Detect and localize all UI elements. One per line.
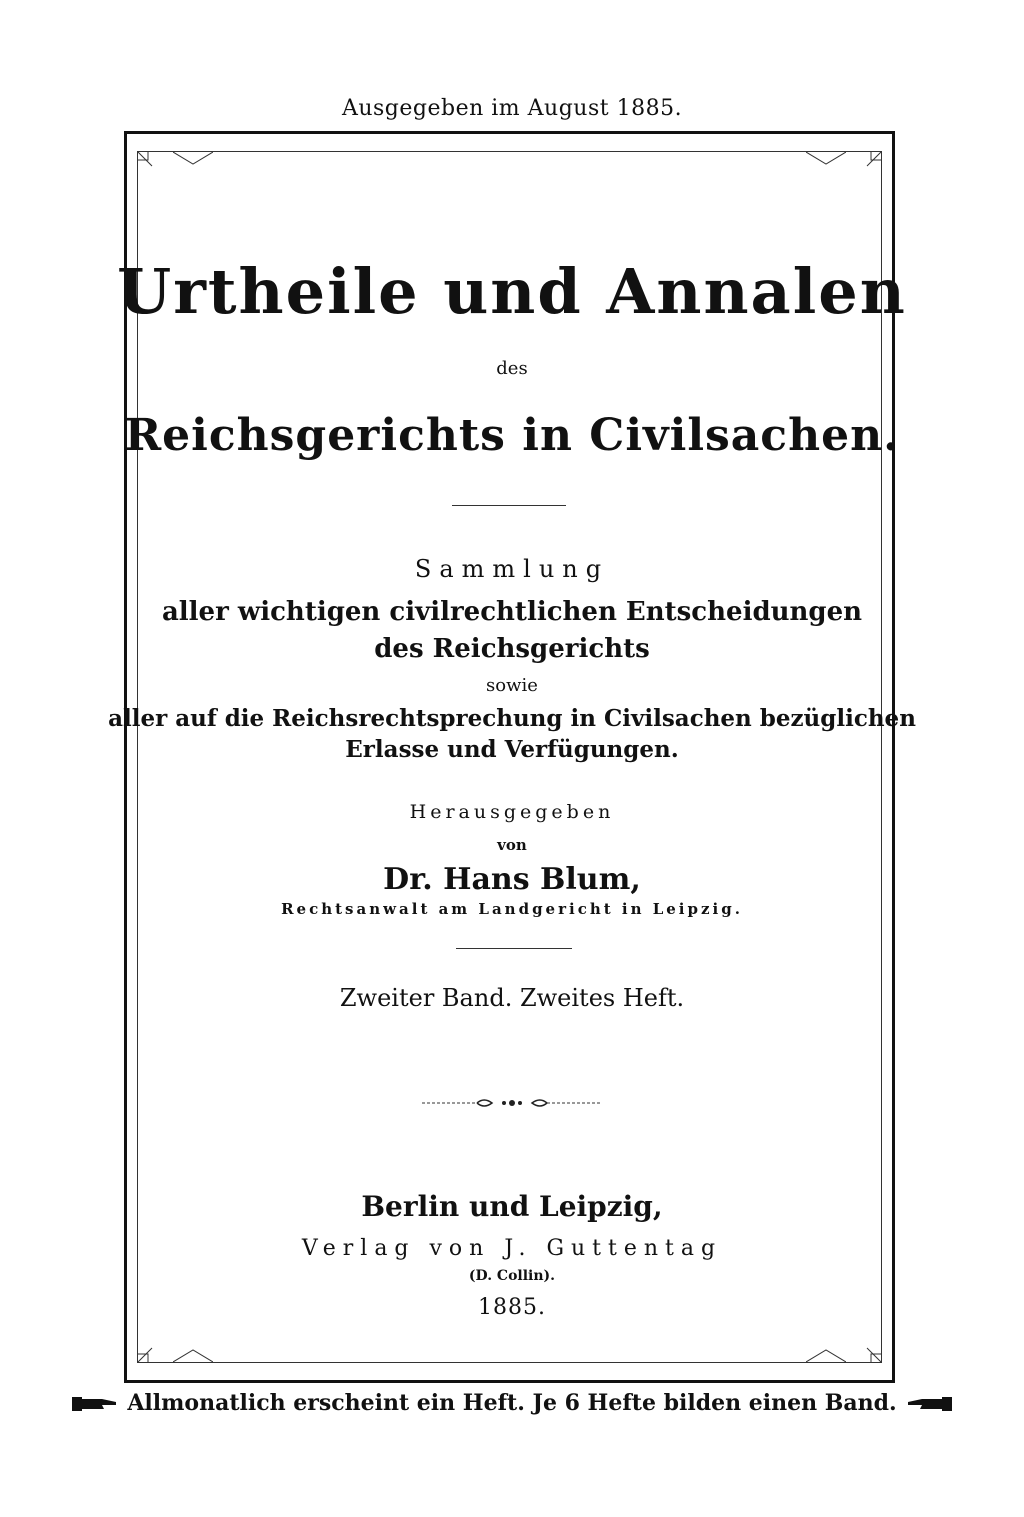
frame-notch-ornament xyxy=(806,1348,846,1362)
collection-line: Erlasse und Verfügungen. xyxy=(345,736,679,763)
issue-note: Ausgegeben im August 1885. xyxy=(341,96,683,121)
editor-role: Rechtsanwalt am Landgericht in Leipzig. xyxy=(281,900,743,918)
collection-heading: Sammlung xyxy=(414,555,610,583)
frame-notch-ornament xyxy=(173,1348,213,1362)
editor-by: von xyxy=(497,836,527,854)
frame-corner-ornament xyxy=(851,152,881,182)
footer-note xyxy=(0,1390,1024,1416)
frame-notch-ornament xyxy=(806,152,846,166)
collection-line: des Reichsgerichts xyxy=(374,634,650,664)
title-connector: des xyxy=(496,358,528,379)
editor-name: Dr. Hans Blum, xyxy=(383,862,641,897)
footer-text: Allmonatlich erscheint ein Heft. Je 6 Hefte bilden einen Band. xyxy=(127,1390,897,1416)
main-title: Urtheile und Annalen xyxy=(117,255,907,328)
volume-issue: Zweiter Band. Zweites Heft. xyxy=(339,984,685,1012)
frame-notch-ornament xyxy=(173,152,213,166)
editor-label: Herausgegeben xyxy=(409,801,615,823)
frame-corner-ornament xyxy=(138,1332,168,1362)
collection-line: aller auf die Reichsrechtsprechung in Civilsachen bezüglichen xyxy=(108,705,916,732)
subtitle: Reichsgerichts in Civilsachen. xyxy=(124,410,900,461)
collection-connector: sowie xyxy=(486,675,538,696)
frame-corner-ornament xyxy=(138,152,168,182)
frame-corner-ornament xyxy=(851,1332,881,1362)
pointing-hand-right-icon xyxy=(72,1393,120,1415)
ornament-divider xyxy=(422,1095,602,1111)
imprint-year: 1885. xyxy=(478,1295,546,1320)
imprint-city: Berlin und Leipzig, xyxy=(361,1190,663,1223)
pointing-hand-left-icon xyxy=(904,1393,952,1415)
imprint-publisher-note: (D. Collin). xyxy=(468,1268,556,1284)
divider-rule xyxy=(456,948,572,949)
imprint-publisher: Verlag von J. Guttentag xyxy=(301,1236,723,1261)
divider-rule xyxy=(452,505,566,506)
collection-line: aller wichtigen civilrechtlichen Entscheidungen xyxy=(161,597,863,627)
